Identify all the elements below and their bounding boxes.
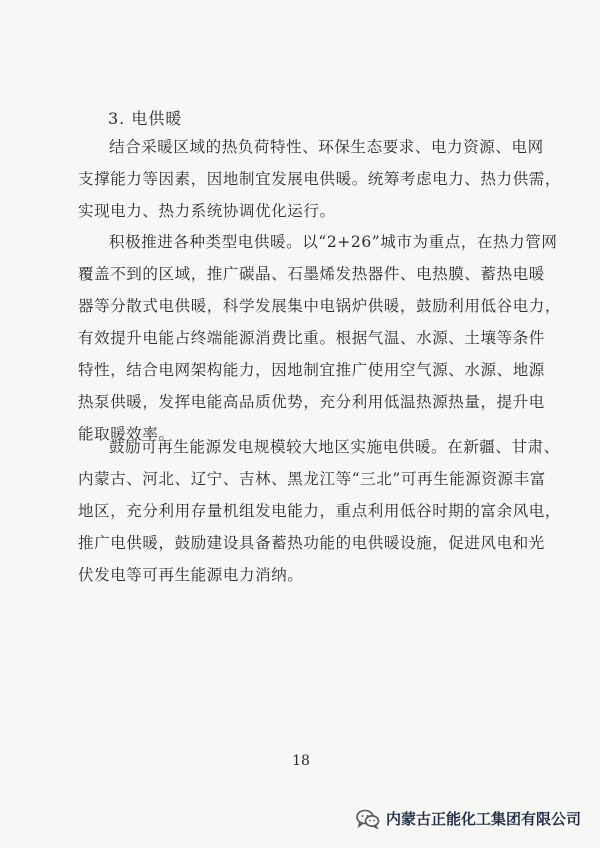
paragraph-line: 支撑能力等因素，因地制宜发展电供暖。统筹考虑电力、热力供需， [78, 170, 562, 188]
paragraph-line: 内蒙古、河北、辽宁、吉林、黑龙江等“三北”可再生能源资源丰富 [78, 470, 546, 488]
paragraph-line: 积极推进各种类型电供暖。以“2+26”城市为重点，在热力管网 [109, 233, 558, 251]
wechat-icon [356, 809, 380, 829]
paragraph-line: 覆盖不到的区域，推广碳晶、石墨烯发热器件、电热膜、蓄热电暖 [78, 265, 545, 283]
paragraph-line: 推广电供暖，鼓励建设具备蓄热功能的电供暖设施，促进风电和光 [78, 534, 545, 552]
paragraph-1 [78, 131, 562, 227]
paragraph-line: 伏发电等可再生能源电力消纳。 [78, 566, 304, 584]
paragraph-line: 器等分散式电供暖，科学发展集中电锅炉供暖，鼓励利用低谷电力， [78, 297, 562, 315]
paragraph-line: 特性，结合电网架构能力，因地制宜推广使用空气源、水源、地源 [78, 361, 545, 379]
paragraph-3 [78, 431, 562, 591]
paragraph-line: 地区，充分利用存量机组发电能力，重点利用低谷时期的富余风电， [78, 502, 562, 520]
paragraph-2 [78, 226, 562, 450]
section-heading: 3. 电供暖 [108, 109, 183, 128]
paragraph-line: 能取暖效率。 [78, 425, 175, 443]
paragraph-line: 鼓励可再生能源发电规模较大地区实施电供暖。在新疆、甘肃、 [109, 438, 560, 456]
paragraph-line: 结合采暖区域的热负荷特性、环保生态要求、电力资源、电网 [109, 138, 544, 156]
watermark-text: 内蒙古正能化工集团有限公司 [386, 810, 582, 828]
paragraph-line: 实现电力、热力系统协调优化运行。 [78, 202, 336, 220]
watermark [356, 808, 581, 829]
paragraph-line: 热泵供暖，发挥电能高品质优势，充分利用低温热源热量，提升电 [78, 393, 545, 411]
page-number: 18 [292, 753, 310, 769]
paragraph-line: 有效提升电能占终端能源消费比重。根据气温、水源、土壤等条件 [78, 329, 545, 347]
